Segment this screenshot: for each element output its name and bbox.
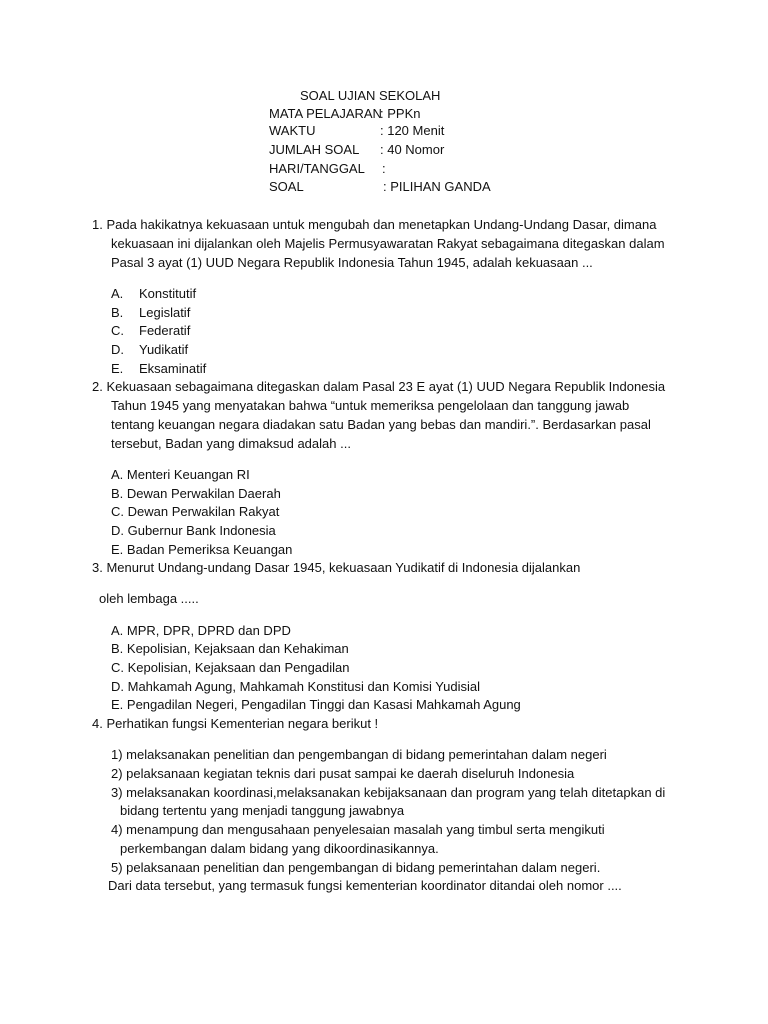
q3-option-a: A. MPR, DPR, DPRD dan DPD — [111, 623, 291, 638]
q2-option-a: A. Menteri Keuangan RI — [111, 467, 250, 482]
question-2-line-1: 2. Kekuasaan sebagaimana ditegaskan dalam Pasal 23 E ayat (1) UUD Negara Republik Indonesia — [92, 379, 666, 394]
q1-option-e-letter: E. — [111, 361, 124, 376]
q3-option-d: D. Mahkamah Agung, Mahkamah Konstitusi dan Komisi Yudisial — [111, 679, 481, 694]
q1-option-d-text: Yudikatif — [139, 342, 189, 357]
q4-item-4-cont: perkembangan dalam bidang yang dikoordinasikannya. — [120, 841, 439, 856]
q2-option-d: D. Gubernur Bank Indonesia — [111, 523, 276, 538]
q1-option-c-text: Federatif — [139, 323, 191, 338]
header-value-date: : — [382, 161, 386, 176]
q4-item-4: 4) menampung dan mengusahaan penyelesaian masalah yang timbul serta mengikuti — [111, 822, 605, 837]
header-label-time: WAKTU — [269, 123, 316, 138]
q1-option-b-text: Legislatif — [139, 305, 191, 320]
q1-option-c-letter: C. — [111, 323, 124, 338]
header-label-subject: MATA PELAJARAN — [269, 106, 382, 121]
q4-closing: Dari data tersebut, yang termasuk fungsi kementerian koordinator ditandai oleh nomor .... — [108, 878, 622, 893]
header-value-time: : 120 Menit — [380, 123, 445, 138]
q4-item-5: 5) pelaksanaan penelitian dan pengembangan di bidang pemerintahan dalam negeri. — [111, 860, 601, 875]
q2-option-c: C. Dewan Perwakilan Rakyat — [111, 504, 280, 519]
q4-item-1: 1) melaksanakan penelitian dan pengembangan di bidang pemerintahan dalam negeri — [111, 747, 607, 762]
q3-option-b: B. Kepolisian, Kejaksaan dan Kehakiman — [111, 641, 349, 656]
q1-option-a-text: Konstitutif — [139, 286, 197, 301]
question-2-line-3: tentang keuangan negara diadakan satu Badan yang bebas dan mandiri.”. Berdasarkan pasal — [111, 417, 651, 432]
exam-title: SOAL UJIAN SEKOLAH — [300, 88, 441, 103]
q3-option-e: E. Pengadilan Negeri, Pengadilan Tinggi dan Kasasi Mahkamah Agung — [111, 697, 521, 712]
q2-option-b: B. Dewan Perwakilan Daerah — [111, 486, 281, 501]
question-3-line-2: oleh lembaga ..... — [99, 591, 199, 606]
q4-item-3-cont: bidang tertentu yang menjadi tanggung jawabnya — [120, 803, 405, 818]
q2-option-e: E. Badan Pemeriksa Keuangan — [111, 542, 293, 557]
question-4-line-1: 4. Perhatikan fungsi Kementerian negara berikut ! — [92, 716, 379, 731]
q1-option-a-letter: A. — [111, 286, 124, 301]
question-1-line-1: 1. Pada hakikatnya kekuasaan untuk mengubah dan menetapkan Undang-Undang Dasar, dimana — [92, 217, 657, 232]
q1-option-e-text: Eksaminatif — [139, 361, 207, 376]
q4-item-3: 3) melaksanakan koordinasi,melaksanakan kebijaksanaan dan program yang telah ditetapkan di — [111, 785, 666, 800]
q3-option-c: C. Kepolisian, Kejaksaan dan Pengadilan — [111, 660, 350, 675]
question-1-line-3: Pasal 3 ayat (1) UUD Negara Republik Indonesia Tahun 1945, adalah kekuasaan ... — [111, 255, 593, 270]
header-value-count: : 40 Nomor — [380, 142, 445, 157]
q4-item-2: 2) pelaksanaan kegiatan teknis dari pusat sampai ke daerah diseluruh Indonesia — [111, 766, 575, 781]
header-label-type: SOAL — [269, 179, 304, 194]
header-label-date: HARI/TANGGAL — [269, 161, 365, 176]
header-value-subject: : PPKn — [380, 106, 421, 121]
question-2-line-2: Tahun 1945 yang menyatakan bahwa “untuk memeriksa pengelolaan dan tanggung jawab — [111, 398, 630, 413]
header-label-count: JUMLAH SOAL — [269, 142, 360, 157]
question-3-line-1: 3. Menurut Undang-undang Dasar 1945, kekuasaan Yudikatif di Indonesia dijalankan — [92, 560, 581, 575]
q1-option-d-letter: D. — [111, 342, 124, 357]
q1-option-b-letter: B. — [111, 305, 124, 320]
question-1-line-2: kekuasaan ini dijalankan oleh Majelis Permusyawaratan Rakyat sebagaimana ditegaskan dalam — [111, 236, 665, 251]
header-value-type: : PILIHAN GANDA — [383, 179, 491, 194]
question-2-line-4: tersebut, Badan yang dimaksud adalah ... — [111, 436, 351, 451]
